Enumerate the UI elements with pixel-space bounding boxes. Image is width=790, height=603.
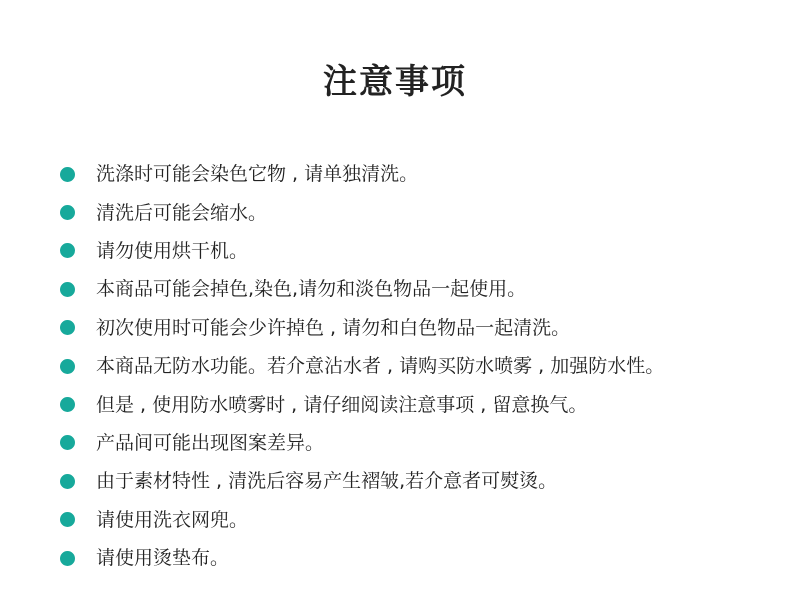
bullet-dot-icon	[60, 282, 75, 297]
note-text: 初次使用时可能会少许掉色 , 请勿和白色物品一起清洗。	[96, 316, 571, 339]
list-item	[60, 232, 664, 270]
bullet-dot-icon	[60, 243, 75, 258]
note-text: 本商品可能会掉色,染色,请勿和淡色物品一起使用。	[96, 278, 527, 301]
bullet-dot-icon	[60, 551, 75, 566]
list-item	[60, 501, 664, 539]
bullet-dot-icon	[60, 474, 75, 489]
note-text: 由于素材特性 , 清洗后容易产生褶皱,若介意者可熨烫。	[96, 470, 558, 493]
bullet-dot-icon	[60, 359, 75, 374]
list-item	[60, 385, 664, 423]
note-text: 洗涤时可能会染色它物 , 请单独清洗。	[96, 163, 419, 186]
bullet-dot-icon	[60, 320, 75, 335]
note-text: 产品间可能出现图案差异。	[96, 431, 325, 454]
list-item	[60, 270, 664, 308]
bullet-dot-icon	[60, 205, 75, 220]
page-title: 注意事项	[323, 62, 467, 102]
note-text: 请勿使用烘干机。	[96, 239, 249, 262]
list-item	[60, 424, 664, 462]
note-text: 请使用洗衣网兜。	[96, 508, 249, 531]
list-item	[60, 155, 664, 193]
list-item	[60, 309, 664, 347]
note-text: 但是 , 使用防水喷雾时 , 请仔细阅读注意事项 , 留意换气。	[96, 393, 588, 416]
list-item	[60, 462, 664, 500]
note-text: 请使用烫垫布。	[96, 547, 230, 570]
list-item	[60, 539, 664, 577]
list-item	[60, 347, 664, 385]
bullet-dot-icon	[60, 435, 75, 450]
notes-list	[60, 155, 664, 577]
list-item	[60, 193, 664, 231]
note-text: 清洗后可能会缩水。	[96, 201, 268, 224]
bullet-dot-icon	[60, 167, 75, 182]
bullet-dot-icon	[60, 397, 75, 412]
note-text: 本商品无防水功能。若介意沾水者 , 请购买防水喷雾 , 加强防水性。	[96, 355, 665, 378]
bullet-dot-icon	[60, 512, 75, 527]
